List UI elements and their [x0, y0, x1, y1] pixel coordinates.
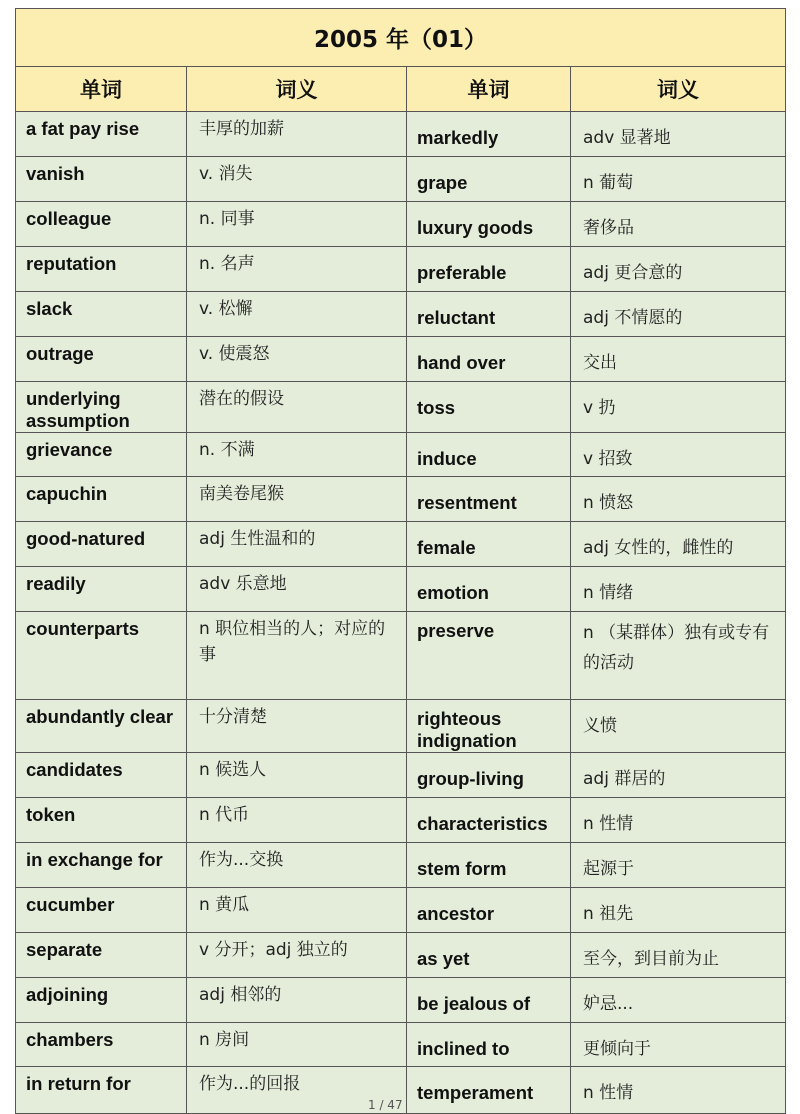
word-left-cell	[16, 700, 187, 753]
meaning-left: n. 不满	[199, 440, 255, 460]
word-left: underlying assumption	[26, 388, 130, 431]
meaning-right-cell	[571, 843, 786, 888]
word-left-cell	[16, 612, 187, 700]
meaning-right-cell	[571, 1023, 786, 1067]
word-left-cell	[16, 753, 187, 798]
table-row	[16, 292, 786, 337]
table-row	[16, 612, 786, 700]
meaning-left-cell	[187, 382, 407, 433]
title-row	[16, 9, 786, 67]
meaning-right-cell	[571, 522, 786, 567]
word-left: capuchin	[26, 483, 108, 504]
meaning-right-cell	[571, 567, 786, 612]
word-right-cell	[407, 522, 571, 567]
word-right-cell	[407, 477, 571, 522]
meaning-right-cell	[571, 753, 786, 798]
meaning-left: n 黄瓜	[199, 895, 250, 915]
meaning-right: 义愤	[583, 716, 617, 736]
meaning-right: 更倾向于	[583, 1039, 651, 1059]
word-left-cell	[16, 843, 187, 888]
meaning-left-cell	[187, 337, 407, 382]
word-right: temperament	[417, 1082, 534, 1103]
word-right: resentment	[417, 492, 517, 513]
word-right: toss	[417, 397, 456, 418]
table-row	[16, 247, 786, 292]
meaning-right: 妒忌...	[583, 994, 634, 1014]
word-right-cell	[407, 700, 571, 753]
header-meaning-1: 词义	[187, 67, 407, 112]
word-right: luxury goods	[417, 217, 534, 238]
meaning-right: 起源于	[583, 859, 634, 879]
meaning-right-cell	[571, 292, 786, 337]
meaning-right-cell	[571, 933, 786, 978]
meaning-left: 南美卷尾猴	[199, 484, 284, 504]
word-right: hand over	[417, 352, 506, 373]
word-left: in return for	[26, 1073, 131, 1094]
word-left-cell	[16, 112, 187, 157]
word-left: chambers	[26, 1029, 114, 1050]
word-left: in exchange for	[26, 849, 163, 870]
word-left-cell	[16, 247, 187, 292]
word-right: characteristics	[417, 813, 548, 834]
word-left-cell	[16, 157, 187, 202]
meaning-left-cell	[187, 202, 407, 247]
meaning-left: adj 相邻的	[199, 985, 282, 1005]
meaning-right-cell	[571, 1067, 786, 1114]
word-left-cell	[16, 1067, 187, 1114]
table-row	[16, 843, 786, 888]
meaning-left: v. 使震怒	[199, 344, 270, 364]
word-right-cell	[407, 753, 571, 798]
header-word-1: 单词	[16, 67, 187, 112]
meaning-left-cell	[187, 933, 407, 978]
meaning-left: n 候选人	[199, 760, 267, 780]
word-right-cell	[407, 1067, 571, 1114]
meaning-right-cell	[571, 382, 786, 433]
meaning-left: n 职位相当的人；对应的事	[199, 619, 386, 665]
table-title: 2005 年（01）	[16, 9, 786, 67]
word-right-cell	[407, 433, 571, 477]
word-left: cucumber	[26, 894, 115, 915]
word-left-cell	[16, 202, 187, 247]
word-left: abundantly clear	[26, 706, 174, 727]
meaning-right: adj 更合意的	[583, 263, 683, 283]
table-row	[16, 1023, 786, 1067]
word-right-cell	[407, 978, 571, 1023]
table-row	[16, 567, 786, 612]
meaning-right: v 扔	[583, 398, 616, 418]
word-right: righteous indignation	[417, 708, 517, 751]
word-left-cell	[16, 567, 187, 612]
word-right: be jealous of	[417, 993, 531, 1014]
table-row	[16, 888, 786, 933]
word-right-cell	[407, 888, 571, 933]
meaning-right: adj 不情愿的	[583, 308, 683, 328]
meaning-left: n 代币	[199, 805, 250, 825]
meaning-right: 奢侈品	[583, 218, 634, 238]
word-left: separate	[26, 939, 103, 960]
meaning-right-cell	[571, 112, 786, 157]
word-right-cell	[407, 567, 571, 612]
meaning-right: n 祖先	[583, 904, 634, 924]
meaning-right: n （某群体）独有或专有的活动	[583, 623, 770, 673]
meaning-left-cell	[187, 112, 407, 157]
word-left-cell	[16, 888, 187, 933]
table-row	[16, 112, 786, 157]
word-right-cell	[407, 247, 571, 292]
word-right-cell	[407, 798, 571, 843]
meaning-right: n 葡萄	[583, 173, 634, 193]
word-right-cell	[407, 843, 571, 888]
word-left: candidates	[26, 759, 123, 780]
table-row	[16, 753, 786, 798]
word-left: readily	[26, 573, 86, 594]
meaning-right: v 招致	[583, 449, 633, 469]
word-right: ancestor	[417, 903, 495, 924]
word-left: adjoining	[26, 984, 109, 1005]
meaning-right: adj 群居的	[583, 769, 666, 789]
word-right-cell	[407, 112, 571, 157]
meaning-right-cell	[571, 888, 786, 933]
word-left: counterparts	[26, 618, 140, 639]
word-left: token	[26, 804, 76, 825]
word-left-cell	[16, 933, 187, 978]
meaning-left-cell	[187, 843, 407, 888]
meaning-left-cell	[187, 798, 407, 843]
meaning-right: adj 女性的，雌性的	[583, 538, 734, 558]
meaning-right: n 愤怒	[583, 493, 634, 513]
word-left-cell	[16, 337, 187, 382]
meaning-right-cell	[571, 612, 786, 700]
meaning-right-cell	[571, 157, 786, 202]
word-left-cell	[16, 433, 187, 477]
table-row	[16, 798, 786, 843]
meaning-left: v. 消失	[199, 164, 253, 184]
meaning-left-cell	[187, 292, 407, 337]
meaning-left-cell	[187, 753, 407, 798]
meaning-right-cell	[571, 978, 786, 1023]
word-left: good-natured	[26, 528, 146, 549]
meaning-right-cell	[571, 202, 786, 247]
word-left: outrage	[26, 343, 94, 364]
word-right: group-living	[417, 768, 524, 789]
word-right-cell	[407, 1023, 571, 1067]
meaning-left-cell	[187, 522, 407, 567]
table-row	[16, 157, 786, 202]
meaning-right-cell	[571, 700, 786, 753]
header-meaning-2: 词义	[571, 67, 786, 112]
meaning-left-cell	[187, 888, 407, 933]
meaning-right: n 性情	[583, 1083, 634, 1103]
meaning-left-cell	[187, 700, 407, 753]
table-row	[16, 477, 786, 522]
meaning-right: adv 显著地	[583, 128, 671, 148]
meaning-right-cell	[571, 477, 786, 522]
word-left-cell	[16, 477, 187, 522]
vocabulary-table	[15, 8, 786, 1114]
table-row	[16, 522, 786, 567]
word-left-cell	[16, 382, 187, 433]
table-row	[16, 933, 786, 978]
word-right-cell	[407, 157, 571, 202]
header-row	[16, 67, 786, 112]
meaning-left: n 房间	[199, 1030, 250, 1050]
word-left: colleague	[26, 208, 112, 229]
meaning-right: 至今，到目前为止	[583, 949, 719, 969]
word-right: inclined to	[417, 1038, 510, 1059]
meaning-right: 交出	[583, 353, 617, 373]
meaning-right-cell	[571, 247, 786, 292]
word-right-cell	[407, 612, 571, 700]
page-number: 1 / 47	[368, 1098, 403, 1112]
meaning-left: v. 松懈	[199, 299, 253, 319]
meaning-left: 丰厚的加薪	[199, 119, 284, 139]
word-left: slack	[26, 298, 73, 319]
word-right: markedly	[417, 127, 499, 148]
table-row	[16, 337, 786, 382]
word-left: reputation	[26, 253, 117, 274]
word-left-cell	[16, 978, 187, 1023]
meaning-left: 作为...的回报	[199, 1074, 301, 1094]
meaning-right-cell	[571, 433, 786, 477]
table-row	[16, 382, 786, 433]
word-left: grievance	[26, 439, 113, 460]
table-row	[16, 433, 786, 477]
word-right: reluctant	[417, 307, 496, 328]
word-right: stem form	[417, 858, 507, 879]
word-right-cell	[407, 202, 571, 247]
meaning-left: 潜在的假设	[199, 389, 284, 409]
word-right: female	[417, 537, 476, 558]
word-right-cell	[407, 933, 571, 978]
meaning-left-cell	[187, 1023, 407, 1067]
word-right: induce	[417, 448, 477, 469]
word-left: vanish	[26, 163, 85, 184]
word-right: grape	[417, 172, 468, 193]
meaning-right-cell	[571, 798, 786, 843]
meaning-left: adv 乐意地	[199, 574, 287, 594]
table-row	[16, 700, 786, 753]
word-right: as yet	[417, 948, 470, 969]
meaning-right: n 情绪	[583, 583, 634, 603]
word-right-cell	[407, 382, 571, 433]
meaning-left: n. 名声	[199, 254, 255, 274]
word-right-cell	[407, 292, 571, 337]
meaning-left-cell	[187, 477, 407, 522]
word-left-cell	[16, 798, 187, 843]
word-right: preserve	[417, 620, 495, 641]
word-left-cell	[16, 292, 187, 337]
word-left: a fat pay rise	[26, 118, 140, 139]
meaning-left-cell	[187, 978, 407, 1023]
word-right: emotion	[417, 582, 489, 603]
meaning-left-cell	[187, 433, 407, 477]
word-left-cell	[16, 522, 187, 567]
header-word-2: 单词	[407, 67, 571, 112]
meaning-left-cell	[187, 247, 407, 292]
meaning-right: n 性情	[583, 814, 634, 834]
meaning-left: 作为...交换	[199, 850, 284, 870]
word-right: preferable	[417, 262, 507, 283]
table-row	[16, 978, 786, 1023]
table-row	[16, 202, 786, 247]
meaning-left-cell	[187, 157, 407, 202]
meaning-left: adj 生性温和的	[199, 529, 316, 549]
meaning-left-cell	[187, 567, 407, 612]
meaning-right-cell	[571, 337, 786, 382]
word-left-cell	[16, 1023, 187, 1067]
meaning-left-cell	[187, 612, 407, 700]
meaning-left: 十分清楚	[199, 707, 267, 727]
meaning-left: n. 同事	[199, 209, 255, 229]
word-right-cell	[407, 337, 571, 382]
meaning-left: v 分开；adj 独立的	[199, 940, 348, 960]
